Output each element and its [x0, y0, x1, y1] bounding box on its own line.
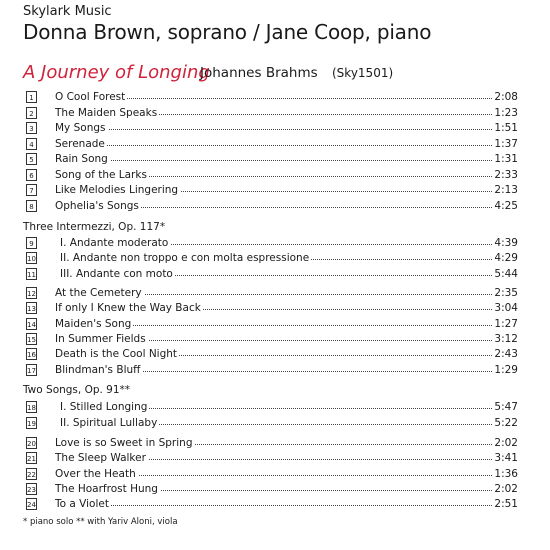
track-title: Rain Song	[55, 153, 108, 165]
track-row	[0, 286, 550, 301]
track-title: Serenade	[55, 137, 105, 150]
track-title: Ophelia's Songs	[55, 199, 139, 212]
track-row	[0, 236, 550, 251]
track-duration: 4:39	[494, 237, 518, 249]
track-duration: 1:51	[494, 122, 518, 134]
track-duration: 1:37	[494, 137, 518, 150]
track-number: 15	[26, 333, 37, 345]
track-number: 13	[26, 302, 37, 314]
track-number: 8	[26, 200, 37, 212]
track-number: 20	[26, 437, 37, 449]
track-title: I. Stilled Longing	[60, 401, 148, 413]
track-row	[0, 251, 550, 266]
track-row	[0, 267, 550, 282]
section-header: Two Songs, Op. 91**	[23, 384, 131, 396]
track-row	[0, 152, 550, 167]
track-number: 21	[26, 452, 37, 464]
track-duration: 5:47	[494, 401, 518, 413]
track-number: 19	[26, 417, 37, 429]
track-row	[0, 332, 550, 347]
dot-leader	[63, 145, 510, 146]
track-number: 1	[26, 91, 37, 103]
track-title: I. Andante moderato	[60, 237, 169, 249]
track-title: Song of the Larks	[55, 168, 147, 181]
track-number: 17	[26, 364, 37, 376]
track-number: 23	[26, 483, 37, 495]
track-row	[0, 317, 550, 332]
track-number: 9	[26, 237, 37, 249]
track-title: Death is the Cool Night	[55, 348, 178, 361]
track-title: Love is so Sweet in Spring	[55, 437, 193, 449]
track-duration: 4:29	[494, 252, 518, 265]
track-number: 4	[26, 138, 37, 150]
track-duration: 1:23	[494, 106, 518, 119]
dot-leader	[63, 98, 510, 99]
track-title: In Summer Fields	[55, 332, 146, 345]
track-number: 18	[26, 401, 37, 413]
track-duration: 1:31	[494, 153, 518, 165]
track-row	[0, 416, 550, 431]
track-number: 24	[26, 498, 37, 510]
track-row	[0, 137, 550, 152]
track-number: 2	[26, 107, 37, 119]
track-number: 10	[26, 252, 37, 264]
track-row	[0, 168, 550, 183]
track-duration: 2:35	[494, 287, 518, 299]
artists-line: Donna Brown, soprano / Jane Coop, piano	[23, 20, 432, 44]
track-title: II. Andante non troppo e con molta espressione	[60, 252, 310, 265]
track-duration: 2:02	[494, 437, 518, 449]
track-row	[0, 400, 550, 415]
track-duration: 2:13	[494, 184, 518, 196]
track-title: Maiden's Song	[55, 317, 132, 330]
track-duration: 2:43	[494, 348, 518, 361]
track-row	[0, 451, 550, 466]
track-duration: 3:04	[494, 302, 518, 315]
composer: Johannes Brahms	[200, 65, 318, 81]
track-duration: 1:27	[494, 317, 518, 330]
track-number: 14	[26, 318, 37, 330]
track-title: The Hoarfrost Hung	[55, 482, 158, 495]
track-duration: 5:44	[494, 267, 518, 280]
album-title: A Journey of Longing	[23, 62, 210, 83]
track-row	[0, 467, 550, 482]
track-title: To a Violet	[55, 498, 109, 511]
track-row	[0, 199, 550, 214]
track-title: Blindman's Bluff	[55, 363, 141, 376]
track-title: II. Spiritual Lullaby	[60, 416, 158, 429]
track-number: 11	[26, 268, 37, 280]
track-title: Over the Heath	[55, 467, 136, 480]
dot-leader	[63, 129, 510, 130]
track-duration: 1:36	[494, 467, 518, 480]
track-duration: 4:25	[494, 199, 518, 212]
section-header: Three Intermezzi, Op. 117*	[23, 221, 166, 233]
track-row	[0, 90, 550, 105]
track-number: 7	[26, 184, 37, 196]
track-duration: 5:22	[494, 416, 518, 429]
footnote: * piano solo ** with Yariv Aloni, viola	[23, 517, 178, 527]
track-row	[0, 436, 550, 451]
track-title: At the Cemetery	[55, 287, 142, 299]
track-number: 16	[26, 348, 37, 360]
track-title: III. Andante con moto	[60, 267, 173, 280]
dot-leader	[63, 505, 510, 506]
track-duration: 2:08	[494, 91, 518, 103]
track-duration: 1:29	[494, 363, 518, 376]
track-row	[0, 482, 550, 497]
track-row	[0, 301, 550, 316]
track-row	[0, 363, 550, 378]
track-row	[0, 347, 550, 362]
track-row	[0, 106, 550, 121]
catalog-number: (Sky1501)	[332, 66, 394, 80]
track-number: 22	[26, 468, 37, 480]
track-title: The Sleep Walker	[55, 452, 146, 465]
track-duration: 2:33	[494, 168, 518, 181]
track-row	[0, 497, 550, 512]
track-title: My Songs	[55, 122, 106, 134]
track-number: 5	[26, 153, 37, 165]
track-number: 6	[26, 169, 37, 181]
track-title: If only I Knew the Way Back	[55, 302, 201, 315]
track-number: 3	[26, 122, 37, 134]
track-title: O Cool Forest	[55, 91, 126, 103]
track-duration: 3:12	[494, 332, 518, 345]
track-duration: 3:41	[494, 452, 518, 465]
track-duration: 2:02	[494, 482, 518, 495]
track-title: Like Melodies Lingering	[55, 184, 179, 196]
track-row	[0, 121, 550, 136]
track-title: The Maiden Speaks	[55, 106, 158, 119]
dot-leader	[63, 160, 510, 161]
track-row	[0, 183, 550, 198]
track-number: 12	[26, 287, 37, 299]
track-duration: 2:51	[494, 498, 518, 511]
record-label: Skylark Music	[23, 4, 112, 19]
